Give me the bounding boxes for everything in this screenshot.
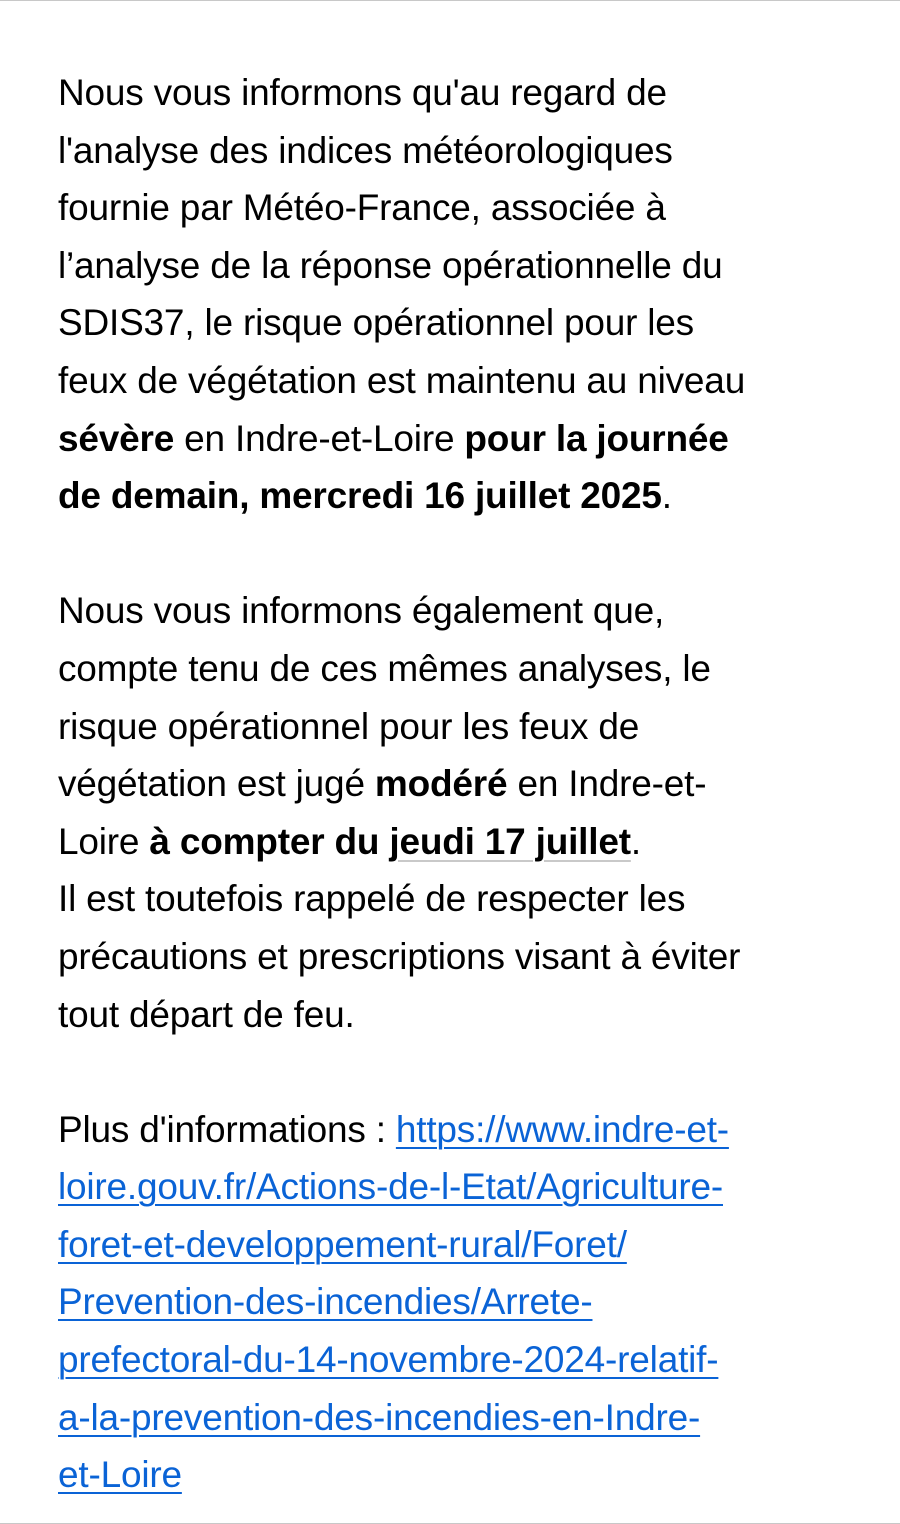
text-line <box>58 1101 848 1159</box>
top-divider <box>0 0 900 1</box>
paragraph-risk-moderate <box>58 582 848 1043</box>
text-line: Nous vous informons également que, <box>58 590 665 632</box>
text-line: tout départ de feu. <box>58 993 355 1035</box>
text-line <box>58 410 848 468</box>
detected-date-link[interactable]: jeudi 17 juillet <box>389 820 631 862</box>
text-fragment: Loire <box>58 820 150 862</box>
more-info-link[interactable]: foret-et-developpement-rural/Foret/ <box>58 1223 627 1265</box>
text-line: Il est toutefois rappelé de respecter les <box>58 878 686 920</box>
paragraph-more-info <box>58 1101 848 1504</box>
text-line: SDIS37, le risque opérationnel pour les <box>58 302 694 344</box>
paragraph-risk-severe <box>58 64 848 525</box>
date-emphasis: de demain, mercredi 16 juillet 2025 <box>58 475 662 517</box>
date-emphasis: pour la journée <box>464 417 729 459</box>
link-line <box>58 1273 848 1331</box>
link-line <box>58 1331 848 1389</box>
text-line: fournie par Météo-France, associée à <box>58 187 666 229</box>
more-info-link[interactable]: et-Loire <box>58 1454 182 1496</box>
text-line: précautions et prescriptions visant à éviter <box>58 935 741 977</box>
text-fragment: en Indre-et- <box>507 763 707 805</box>
link-line <box>58 1216 848 1274</box>
link-line <box>58 1446 848 1504</box>
risk-level-moderate: modéré <box>374 763 508 805</box>
text-line: compte tenu de ces mêmes analyses, le <box>58 647 711 689</box>
text-line <box>58 755 848 813</box>
text-line: l’analyse de la réponse opérationnelle du <box>58 244 723 286</box>
text-line <box>58 467 848 525</box>
more-info-link[interactable]: a-la-prevention-des-incendies-en-Indre- <box>58 1396 701 1438</box>
link-line <box>58 1158 848 1216</box>
text-fragment: . <box>661 475 672 517</box>
more-info-link[interactable]: Prevention-des-incendies/Arrete- <box>58 1281 593 1323</box>
text-fragment: végétation est jugé <box>58 763 375 805</box>
text-fragment: . <box>630 820 641 862</box>
more-info-label: Plus d'informations : <box>58 1108 396 1150</box>
text-fragment: en Indre-et-Loire <box>174 417 465 459</box>
date-emphasis: à compter du <box>149 820 390 862</box>
text-line: risque opérationnel pour les feux de <box>58 705 640 747</box>
risk-level-severe: sévère <box>58 417 175 459</box>
text-line: feux de végétation est maintenu au niveau <box>58 359 746 401</box>
more-info-link[interactable]: prefectoral-du-14-novembre-2024-relatif- <box>58 1339 719 1381</box>
message-body <box>58 64 848 1504</box>
link-line <box>58 1389 848 1447</box>
text-line <box>58 813 848 871</box>
more-info-link[interactable]: loire.gouv.fr/Actions-de-l-Etat/Agriculture- <box>58 1166 723 1208</box>
more-info-link[interactable]: https://www.indre-et- <box>395 1108 729 1150</box>
text-line: Nous vous informons qu'au regard de <box>58 72 667 113</box>
text-line: l'analyse des indices météorologiques <box>58 129 673 171</box>
